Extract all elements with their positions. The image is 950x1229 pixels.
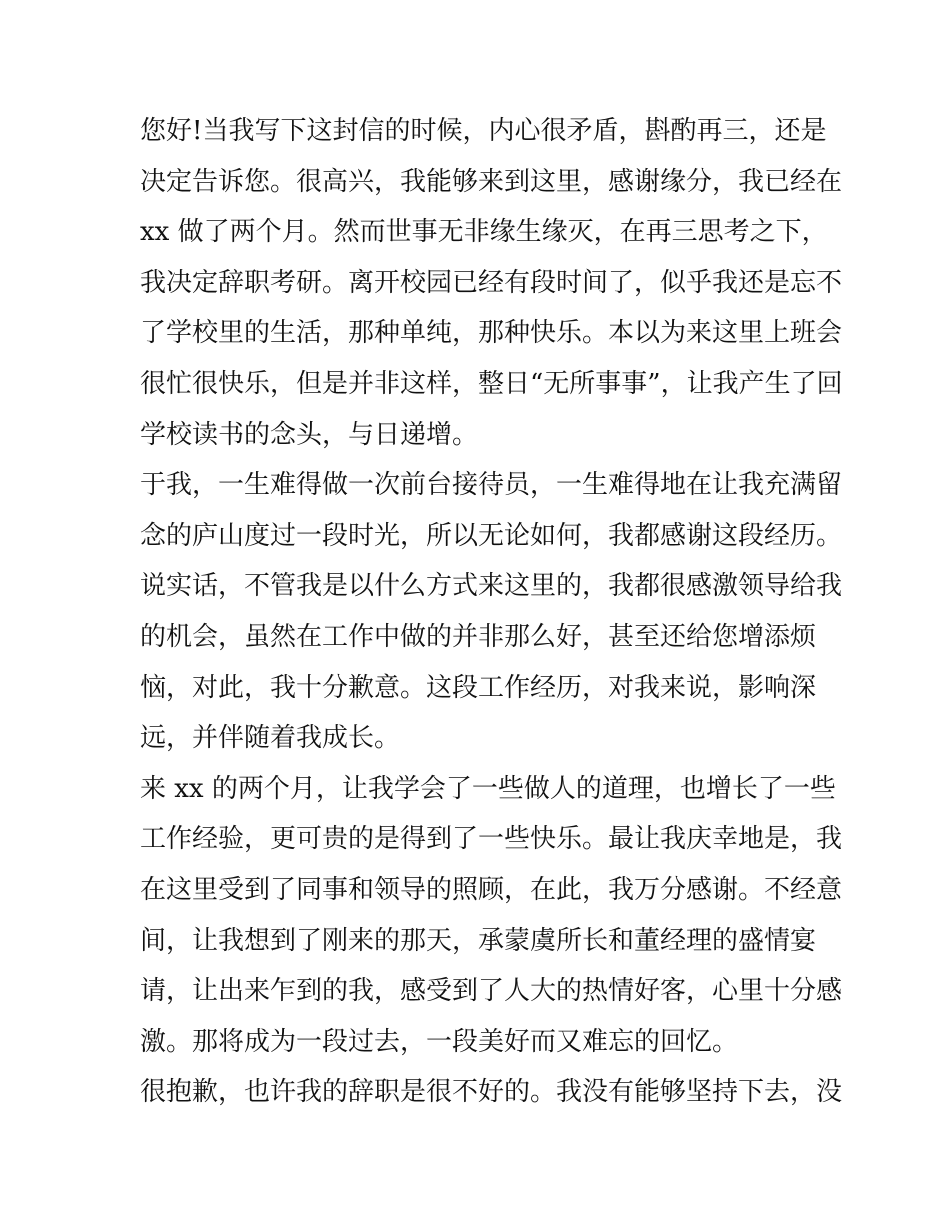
- text-line: 激。那将成为一段过去，一段美好而又难忘的回忆。: [140, 1026, 739, 1057]
- text-line: 在这里受到了同事和领导的照顾，在此，我万分感谢。不经意: [140, 874, 843, 905]
- text-line: 的机会，虽然在工作中做的并非那么好，甚至还给您增添烦: [140, 621, 817, 652]
- text-line: 说实话，不管我是以什么方式来这里的，我都很感激领导给我: [140, 571, 843, 602]
- text-line: 学校读书的念头，与日递增。: [140, 419, 479, 450]
- text-line: 工作经验，更可贵的是得到了一些快乐。最让我庆幸地是，我: [140, 824, 843, 855]
- text-line: 您好!当我写下这封信的时候，内心很矛盾，斟酌再三，还是: [140, 116, 827, 146]
- text-line: 很抱歉，也许我的辞职是很不好的。我没有能够坚持下去，没: [140, 1077, 843, 1108]
- text-line: 于我，一生难得做一次前台接待员，一生难得地在让我充满留: [140, 470, 843, 501]
- text-line: 很忙很快乐，但是并非这样，整日“无所事事”，让我产生了回: [140, 368, 843, 399]
- text-line: 念的庐山度过一段时光，所以无论如何，我都感谢这段经历。: [140, 520, 843, 551]
- text-line: xx 做了两个月。然而世事无非缘生缘灭，在再三思考之下，: [140, 217, 828, 248]
- text-line: 恼，对此，我十分歉意。这段工作经历，对我来说，影响深: [140, 672, 817, 703]
- text-line: 决定告诉您。很高兴，我能够来到这里，感谢缘分，我已经在: [140, 166, 843, 197]
- text-line: 间，让我想到了刚来的那天，承蒙虞所长和董经理的盛情宴: [140, 925, 817, 956]
- text-line: 远，并伴随着我成长。: [140, 723, 401, 754]
- text-line: 了学校里的生活，那种单纯，那种快乐。本以为来这里上班会: [140, 318, 843, 349]
- text-line: 我决定辞职考研。离开校园已经有段时间了，似乎我还是忘不: [140, 267, 843, 298]
- text-line: 请，让出来乍到的我，感受到了人大的热情好客，心里十分感: [140, 976, 843, 1007]
- letter-body: [140, 106, 843, 1118]
- text-line: 来 xx 的两个月，让我学会了一些做人的道理，也增长了一些: [140, 773, 836, 804]
